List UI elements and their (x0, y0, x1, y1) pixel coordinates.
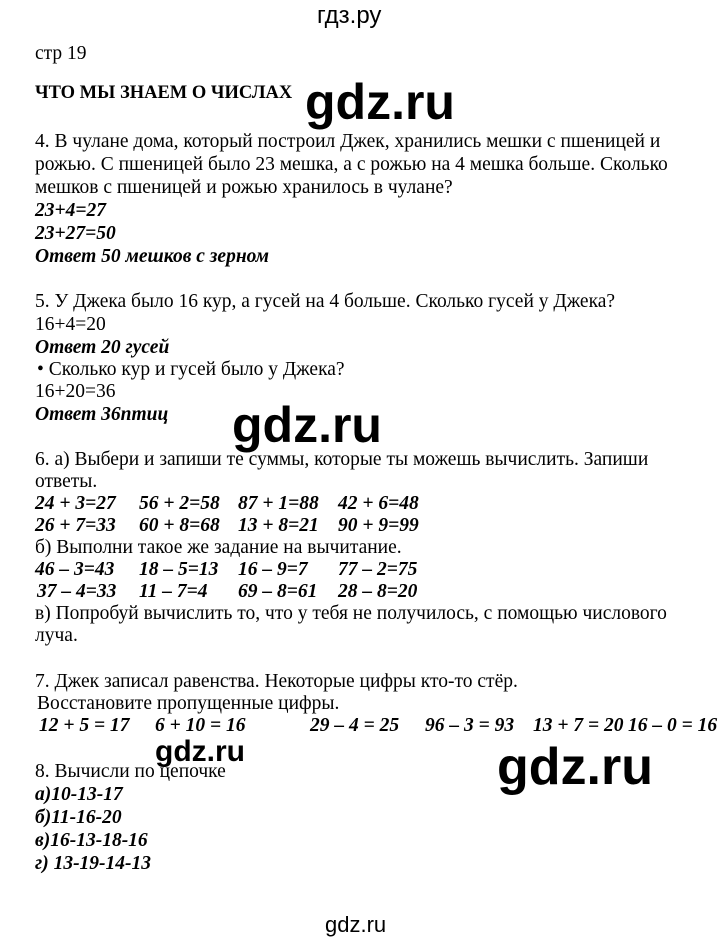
task5-question2: • Сколько кур и гусей было у Джека? (37, 359, 345, 380)
task5-answer1: Ответ 20 гусей (35, 337, 170, 358)
task6-row2-col4: 90 + 9=99 (338, 515, 419, 536)
task6-part-c-line1: в) Попробуй вычислить то, что у тебя не получилось, с помощью числового (35, 603, 667, 624)
task6-row1-col4: 42 + 6=48 (338, 493, 419, 514)
task5-calc2: 16+20=36 (35, 381, 116, 402)
task8-c: в)16-13-18-16 (35, 830, 148, 851)
watermark-3: gdz.ru (155, 735, 245, 768)
page-ref: стр 19 (35, 43, 87, 64)
task7-eq3: 29 – 4 = 25 (310, 715, 400, 736)
task7-eq2: 6 + 10 = 16 (155, 715, 246, 736)
task8-line1: 8. Вычисли по цепочке (35, 761, 226, 782)
task4-answer: Ответ 50 мешков с зерном (35, 246, 270, 267)
task6-row2-col1: 26 + 7=33 (35, 515, 116, 536)
task6-row3-col2: 18 – 5=13 (139, 559, 219, 580)
watermark-1: gdz.ru (305, 74, 455, 130)
task6-row3-col3: 16 – 9=7 (238, 559, 308, 580)
task5-answer2: Ответ 36птиц (35, 404, 169, 425)
task6-row4-col2: 11 – 7=4 (139, 581, 208, 602)
task8-d: г) 13-19-14-13 (35, 853, 152, 874)
task6-part-b: б) Выполни такое же задание на вычитание. (35, 537, 402, 558)
task7-eq6: 16 – 0 = 16 (628, 715, 718, 736)
task6-part-c-line2: луча. (35, 625, 78, 646)
task6-row4-col4: 28 – 8=20 (338, 581, 418, 602)
page-title: ЧТО МЫ ЗНАЕМ О ЧИСЛАХ (35, 83, 293, 103)
task6-row1-col1: 24 + 3=27 (35, 493, 116, 514)
task4-calc2: 23+27=50 (35, 223, 116, 244)
task5-calc1: 16+4=20 (35, 314, 106, 335)
task5-line1: 5. У Джека было 16 кур, а гусей на 4 больше. Сколько гусей у Джека? (35, 291, 616, 312)
task7-eq5: 13 + 7 = 20 (533, 715, 624, 736)
task7-line1: 7. Джек записал равенства. Некоторые цифры кто-то стёр. (35, 671, 518, 692)
task4-line2: рожью. С пшеницей было 23 мешка, а с рожью на 4 мешка больше. Сколько (35, 154, 668, 175)
watermark-4: gdz.ru (497, 738, 653, 796)
task6-row1-col2: 56 + 2=58 (139, 493, 220, 514)
site-header: гдз.ру (317, 2, 382, 29)
task4-line3: мешков с пшеницей и рожью хранилось в чулане? (35, 177, 453, 198)
task7-eq4: 96 – 3 = 93 (425, 715, 515, 736)
task6-row4-col3: 69 – 8=61 (238, 581, 318, 602)
task6-line2: ответы. (35, 471, 98, 492)
task6-row3-col1: 46 – 3=43 (35, 559, 115, 580)
task6-row2-col2: 60 + 8=68 (139, 515, 220, 536)
task7-line2: Восстановите пропущенные цифры. (37, 693, 340, 714)
task4-line1: 4. В чулане дома, который построил Джек, хранились мешки с пшеницей и (35, 131, 661, 152)
task6-line1: 6. а) Выбери и запиши те суммы, которые ты можешь вычислить. Запиши (35, 449, 649, 470)
task8-b: б)11-16-20 (35, 807, 122, 828)
task7-eq1: 12 + 5 = 17 (39, 715, 130, 736)
watermark-2: gdz.ru (232, 397, 382, 453)
task6-row2-col3: 13 + 8=21 (238, 515, 319, 536)
task8-a: а)10-13-17 (35, 784, 123, 805)
task4-calc1: 23+4=27 (35, 200, 106, 221)
task6-row1-col3: 87 + 1=88 (238, 493, 319, 514)
task6-row4-col1: 37 – 4=33 (37, 581, 117, 602)
task6-row3-col4: 77 – 2=75 (338, 559, 418, 580)
footer-watermark: gdz.ru (325, 912, 387, 937)
